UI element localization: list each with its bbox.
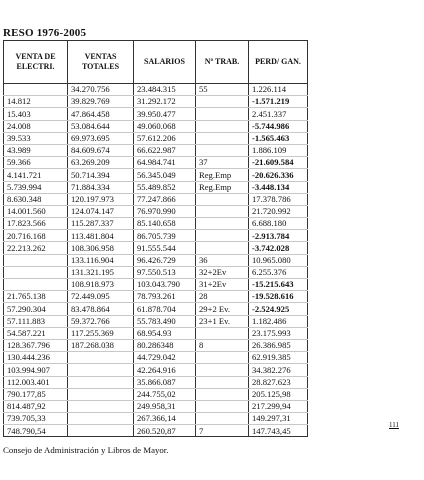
table-row — [4, 169, 308, 181]
perdidas-ganancias-cell: 1.226.114 — [249, 84, 308, 96]
table-row — [4, 352, 308, 364]
perdidas-ganancias-cell: -2.913.784 — [249, 230, 308, 242]
ventas-totales-cell: 113.481.804 — [68, 230, 134, 242]
table-row — [4, 413, 308, 425]
venta-electricidad-cell: 14.812 — [4, 96, 68, 108]
salarios-cell: 260.520,87 — [134, 425, 196, 437]
table-row — [4, 108, 308, 120]
table-title: RESO 1976-2005 — [3, 27, 87, 39]
table-row — [4, 242, 308, 254]
ventas-totales-cell: 187.268.038 — [68, 339, 134, 351]
table-row — [4, 181, 308, 193]
perdidas-ganancias-cell: 1.886.109 — [249, 144, 308, 156]
salarios-cell: 64.984.741 — [134, 157, 196, 169]
trabajadores-cell — [196, 242, 249, 254]
ventas-totales-cell: 71.884.334 — [68, 181, 134, 193]
venta-electricidad-cell — [4, 279, 68, 291]
trabajadores-cell — [196, 218, 249, 230]
salarios-cell: 44.729.042 — [134, 352, 196, 364]
perdidas-ganancias-cell: 34.382.276 — [249, 364, 308, 376]
trabajadores-cell — [196, 327, 249, 339]
salarios-cell: 35.866.087 — [134, 376, 196, 388]
trabajadores-cell — [196, 108, 249, 120]
table-row — [4, 400, 308, 412]
perdidas-ganancias-cell: 28.827.623 — [249, 376, 308, 388]
perdidas-ganancias-cell: 6.255.376 — [249, 266, 308, 278]
salarios-cell: 244.755,02 — [134, 388, 196, 400]
trabajadores-cell — [196, 144, 249, 156]
trabajadores-cell: 8 — [196, 339, 249, 351]
trabajadores-cell: 32+2Ev — [196, 266, 249, 278]
ventas-totales-cell: 50.714.394 — [68, 169, 134, 181]
perdidas-ganancias-cell: 23.175.993 — [249, 327, 308, 339]
venta-electricidad-cell: 22.213.262 — [4, 242, 68, 254]
venta-electricidad-cell: 814.487,92 — [4, 400, 68, 412]
perdidas-ganancias-cell: 1.182.486 — [249, 315, 308, 327]
salarios-cell: 31.292.172 — [134, 96, 196, 108]
salarios-cell: 249.958,31 — [134, 400, 196, 412]
trabajadores-cell: 55 — [196, 84, 249, 96]
ventas-totales-cell — [68, 388, 134, 400]
header-salarios: SALARIOS — [134, 41, 196, 84]
table-row — [4, 230, 308, 242]
table-row — [4, 327, 308, 339]
salarios-cell: 103.043.790 — [134, 279, 196, 291]
trabajadores-cell — [196, 388, 249, 400]
venta-electricidad-cell: 103.994.907 — [4, 364, 68, 376]
ventas-totales-cell: 133.116.904 — [68, 254, 134, 266]
page-number: 111 — [389, 421, 399, 429]
ventas-totales-cell: 115.287.337 — [68, 218, 134, 230]
trabajadores-cell: 37 — [196, 157, 249, 169]
venta-electricidad-cell — [4, 266, 68, 278]
table-row — [4, 425, 308, 437]
perdidas-ganancias-cell: 149.297,31 — [249, 413, 308, 425]
trabajadores-cell: Reg.Emp — [196, 169, 249, 181]
ventas-totales-cell: 117.255.369 — [68, 327, 134, 339]
table-row — [4, 254, 308, 266]
ventas-totales-cell: 124.074.147 — [68, 205, 134, 217]
salarios-cell: 91.555.544 — [134, 242, 196, 254]
venta-electricidad-cell: 8.630.348 — [4, 193, 68, 205]
salarios-cell: 96.426.729 — [134, 254, 196, 266]
ventas-totales-cell — [68, 400, 134, 412]
trabajadores-cell — [196, 364, 249, 376]
salarios-cell: 77.247.866 — [134, 193, 196, 205]
salarios-cell: 97.550.513 — [134, 266, 196, 278]
venta-electricidad-cell: 43.989 — [4, 144, 68, 156]
salarios-cell: 68.954.93 — [134, 327, 196, 339]
table-header-row — [4, 41, 308, 84]
table-row — [4, 205, 308, 217]
venta-electricidad-cell: 748.790,54 — [4, 425, 68, 437]
table-row — [4, 218, 308, 230]
ventas-totales-cell: 72.449.095 — [68, 291, 134, 303]
ventas-totales-cell — [68, 364, 134, 376]
trabajadores-cell — [196, 193, 249, 205]
trabajadores-cell: 36 — [196, 254, 249, 266]
perdidas-ganancias-cell: -2.524.925 — [249, 303, 308, 315]
ventas-totales-cell: 53.084.644 — [68, 120, 134, 132]
header-numero-trabajadores: Nº TRAB. — [196, 41, 249, 84]
ventas-totales-cell: 131.321.195 — [68, 266, 134, 278]
venta-electricidad-cell — [4, 254, 68, 266]
venta-electricidad-cell: 24.008 — [4, 120, 68, 132]
financial-table — [3, 40, 308, 437]
ventas-totales-cell: 59.372.766 — [68, 315, 134, 327]
venta-electricidad-cell: 5.739.994 — [4, 181, 68, 193]
ventas-totales-cell: 84.609.674 — [68, 144, 134, 156]
header-venta-electricidad: VENTA DE ELECTRI. — [4, 41, 68, 84]
salarios-cell: 49.060.068 — [134, 120, 196, 132]
table-row — [4, 339, 308, 351]
venta-electricidad-cell: 39.533 — [4, 132, 68, 144]
ventas-totales-cell — [68, 425, 134, 437]
salarios-cell: 55.783.490 — [134, 315, 196, 327]
perdidas-ganancias-cell: -21.609.584 — [249, 157, 308, 169]
trabajadores-cell — [196, 400, 249, 412]
perdidas-ganancias-cell: 26.386.985 — [249, 339, 308, 351]
perdidas-ganancias-cell: -20.626.336 — [249, 169, 308, 181]
header-perdidas-ganancias: PERD/ GAN. — [249, 41, 308, 84]
salarios-cell: 42.264.916 — [134, 364, 196, 376]
venta-electricidad-cell: 17.823.566 — [4, 218, 68, 230]
ventas-totales-cell: 83.478.864 — [68, 303, 134, 315]
salarios-cell: 76.970.990 — [134, 205, 196, 217]
table-row — [4, 266, 308, 278]
ventas-totales-cell: 39.829.769 — [68, 96, 134, 108]
venta-electricidad-cell — [4, 84, 68, 96]
venta-electricidad-cell: 20.716.168 — [4, 230, 68, 242]
venta-electricidad-cell: 790.177,85 — [4, 388, 68, 400]
trabajadores-cell: 23+1 Ev. — [196, 315, 249, 327]
perdidas-ganancias-cell: 6.688.180 — [249, 218, 308, 230]
venta-electricidad-cell: 54.587.221 — [4, 327, 68, 339]
table-row — [4, 132, 308, 144]
perdidas-ganancias-cell: 62.919.385 — [249, 352, 308, 364]
header-ventas-totales: VENTAS TOTALES — [68, 41, 134, 84]
venta-electricidad-cell: 15.403 — [4, 108, 68, 120]
perdidas-ganancias-cell: 2.451.337 — [249, 108, 308, 120]
table-row — [4, 279, 308, 291]
ventas-totales-cell: 69.973.695 — [68, 132, 134, 144]
table-row — [4, 84, 308, 96]
trabajadores-cell — [196, 132, 249, 144]
venta-electricidad-cell: 4.141.721 — [4, 169, 68, 181]
table-row — [4, 376, 308, 388]
salarios-cell: 80.286348 — [134, 339, 196, 351]
table-row — [4, 364, 308, 376]
perdidas-ganancias-cell: -15.215.643 — [249, 279, 308, 291]
trabajadores-cell — [196, 230, 249, 242]
venta-electricidad-cell: 14.001.560 — [4, 205, 68, 217]
table-row — [4, 315, 308, 327]
venta-electricidad-cell: 739.705,33 — [4, 413, 68, 425]
perdidas-ganancias-cell: 205.125,98 — [249, 388, 308, 400]
trabajadores-cell: 29+2 Ev. — [196, 303, 249, 315]
perdidas-ganancias-cell: 17.378.786 — [249, 193, 308, 205]
trabajadores-cell — [196, 120, 249, 132]
perdidas-ganancias-cell: -19.528.616 — [249, 291, 308, 303]
perdidas-ganancias-cell: 147.743,45 — [249, 425, 308, 437]
salarios-cell: 66.622.987 — [134, 144, 196, 156]
salarios-cell: 267.366,14 — [134, 413, 196, 425]
salarios-cell: 55.489.852 — [134, 181, 196, 193]
perdidas-ganancias-cell: -3.448.134 — [249, 181, 308, 193]
ventas-totales-cell: 108.306.958 — [68, 242, 134, 254]
salarios-cell: 57.612.206 — [134, 132, 196, 144]
ventas-totales-cell: 108.918.973 — [68, 279, 134, 291]
table-row — [4, 291, 308, 303]
perdidas-ganancias-cell: -5.744.986 — [249, 120, 308, 132]
salarios-cell: 56.345.049 — [134, 169, 196, 181]
table-body — [4, 84, 308, 437]
source-footnote: Consejo de Administración y Libros de Mayor. — [3, 445, 169, 455]
salarios-cell: 61.878.704 — [134, 303, 196, 315]
table-row — [4, 120, 308, 132]
ventas-totales-cell: 120.197.973 — [68, 193, 134, 205]
venta-electricidad-cell: 21.765.138 — [4, 291, 68, 303]
perdidas-ganancias-cell: -1.571.219 — [249, 96, 308, 108]
perdidas-ganancias-cell: -3.742.028 — [249, 242, 308, 254]
perdidas-ganancias-cell: -1.565.463 — [249, 132, 308, 144]
venta-electricidad-cell: 57.290.304 — [4, 303, 68, 315]
perdidas-ganancias-cell: 10.965.080 — [249, 254, 308, 266]
trabajadores-cell — [196, 376, 249, 388]
trabajadores-cell: 31+2Ev — [196, 279, 249, 291]
perdidas-ganancias-cell: 217.299,94 — [249, 400, 308, 412]
salarios-cell: 78.793.261 — [134, 291, 196, 303]
financial-table-container — [3, 40, 307, 437]
venta-electricidad-cell: 112.003.401 — [4, 376, 68, 388]
venta-electricidad-cell: 130.444.236 — [4, 352, 68, 364]
ventas-totales-cell — [68, 376, 134, 388]
table-row — [4, 193, 308, 205]
ventas-totales-cell — [68, 352, 134, 364]
ventas-totales-cell: 47.864.458 — [68, 108, 134, 120]
trabajadores-cell — [196, 352, 249, 364]
salarios-cell: 23.484.315 — [134, 84, 196, 96]
table-row — [4, 388, 308, 400]
ventas-totales-cell: 34.270.756 — [68, 84, 134, 96]
ventas-totales-cell — [68, 413, 134, 425]
salarios-cell: 86.705.739 — [134, 230, 196, 242]
ventas-totales-cell: 63.269.209 — [68, 157, 134, 169]
perdidas-ganancias-cell: 21.720.992 — [249, 205, 308, 217]
venta-electricidad-cell: 128.367.796 — [4, 339, 68, 351]
trabajadores-cell — [196, 413, 249, 425]
table-row — [4, 144, 308, 156]
venta-electricidad-cell: 57.111.883 — [4, 315, 68, 327]
venta-electricidad-cell: 59.366 — [4, 157, 68, 169]
trabajadores-cell: Reg.Emp — [196, 181, 249, 193]
salarios-cell: 39.950.477 — [134, 108, 196, 120]
table-row — [4, 303, 308, 315]
salarios-cell: 85.140.658 — [134, 218, 196, 230]
table-row — [4, 96, 308, 108]
trabajadores-cell: 28 — [196, 291, 249, 303]
trabajadores-cell: 7 — [196, 425, 249, 437]
table-row — [4, 157, 308, 169]
trabajadores-cell — [196, 96, 249, 108]
trabajadores-cell — [196, 205, 249, 217]
